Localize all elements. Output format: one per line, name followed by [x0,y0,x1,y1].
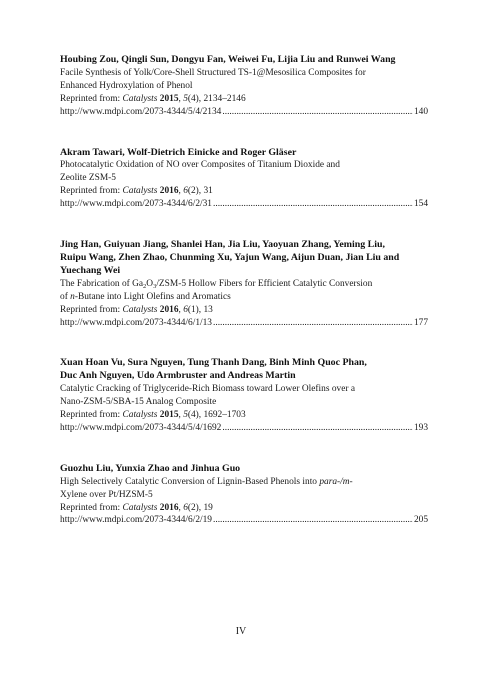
reprint-label: Reprinted from: [60,410,121,421]
title-subscript: 3 [153,282,157,290]
journal-issue-pages: (1), 13 [187,304,213,315]
entry-url-line [60,198,428,211]
title-text: O [146,278,154,289]
entry-authors: Houbing Zou, Qingli Sun, Dongyu Fan, Weiwei Fu, Lijia Liu and Runwei Wang [60,54,396,65]
entry-page-number: 177 [413,317,428,328]
entry-url-line [60,422,428,435]
entry-url-link[interactable]: http://www.mdpi.com/2073-4344/5/4/2134 [60,106,222,117]
entry-title-line [60,291,428,304]
entry-citation: Reprinted from: Catalysts 2016, 6(2), 19 [60,502,213,513]
reprint-label: Reprinted from: [60,502,121,513]
journal-name: Catalysts [122,304,158,315]
entry-authors: Duc Anh Nguyen, Udo Armbruster and Andreas Martin [60,370,296,382]
toc-entry [60,147,428,212]
entry-page-number: 205 [413,515,428,526]
journal-year: 2016 [159,502,179,513]
entry-url-link[interactable]: http://www.mdpi.com/2073-4344/6/2/19 [60,515,212,526]
entry-citation: Reprinted from: Catalysts 2015, 5(4), 1692–1703 [60,410,246,421]
journal-issue-pages: (4), 1692–1703 [187,410,246,421]
title-subscript: 2 [143,282,147,290]
entry-authors: Ruipu Wang, Zhen Zhao, Chunming Xu, Yajun Wang, Aijun Duan, Jian Liu and [60,251,400,263]
dot-leader [222,422,413,435]
entry-citation: Reprinted from: Catalysts 2016, 6(1), 13 [60,304,213,315]
journal-year: 2015 [159,410,179,421]
entry-authors: Jing Han, Guiyuan Jiang, Shanlei Han, Jia Liu, Yaoyuan Zhang, Yeming Liu, [60,239,385,251]
journal-year: 2016 [159,304,179,315]
entry-page-number: 193 [413,422,428,433]
entry-authors: Akram Tawari, Wolf-Dietrich Einicke and Roger Gläser [60,146,297,158]
entry-authors: Xuan Hoan Vu, Sura Nguyen, Tung Thanh Dang, Binh Minh Quoc Phan, [60,357,367,369]
entry-title-line: Nano-ZSM-5/SBA-15 Analog Composite [60,397,217,408]
journal-name: Catalysts [122,93,158,104]
table-of-contents [60,54,428,527]
journal-name: Catalysts [122,186,158,197]
entry-url-link[interactable]: http://www.mdpi.com/2073-4344/5/4/1692 [60,422,222,433]
entry-page-number: 140 [413,106,428,117]
entry-title-line: Facile Synthesis of Yolk/Core-Shell Structured TS-1@Mesosilica Composites for [60,67,366,78]
dot-leader [213,198,413,211]
title-text: /ZSM-5 Hollow Fibers for Efficient Catalytic Conversion [156,278,373,289]
dot-leader [213,514,413,527]
entry-title-line [60,278,428,291]
title-italic-text: para-/m- [319,476,353,487]
toc-entry [60,357,428,434]
toc-entry [60,54,428,119]
reprint-label: Reprinted from: [60,93,121,104]
journal-volume: 6 [183,186,188,197]
journal-year: 2015 [159,93,179,104]
reprint-label: Reprinted from: [60,304,121,315]
title-text: of [60,291,71,302]
entry-authors: Yuechang Wei [60,264,121,276]
entry-title-line [60,476,428,489]
entry-title-line: Catalytic Cracking of Triglyceride-Rich Biomass toward Lower Olefins over a [60,384,355,395]
entry-citation: Reprinted from: Catalysts 2016, 6(2), 31 [60,186,213,197]
toc-entry [60,463,428,528]
journal-volume: 6 [183,304,188,315]
entry-citation: Reprinted from: Catalysts 2015, 5(4), 2134–2146 [60,93,246,104]
page-folio: IV [235,626,247,637]
entry-title-line: Enhanced Hydroxylation of Phenol [60,80,193,91]
entry-url-line [60,106,428,119]
entry-url-line [60,317,428,330]
journal-issue-pages: (4), 2134–2146 [187,93,246,104]
journal-name: Catalysts [122,502,158,513]
entry-title-line: Zeolite ZSM-5 [60,173,116,184]
journal-year: 2016 [159,186,179,197]
entry-title-line: Xylene over Pt/HZSM-5 [60,489,153,500]
journal-volume: 5 [183,410,188,421]
journal-issue-pages: (2), 19 [187,502,213,513]
journal-issue-pages: (2), 31 [187,186,213,197]
title-text: -Butane into Light Olefins and Aromatics [74,291,231,302]
entry-url-link[interactable]: http://www.mdpi.com/2073-4344/6/2/31 [60,199,212,210]
title-italic-text: n [70,291,75,302]
title-text: The Fabrication of Ga [60,278,144,289]
title-text: High Selectively Catalytic Conversion of Lignin-Based Phenols into [60,476,320,487]
dot-leader [222,106,413,119]
journal-name: Catalysts [122,410,158,421]
reprint-label: Reprinted from: [60,186,121,197]
entry-url-line [60,514,428,527]
journal-volume: 6 [183,502,188,513]
toc-entry [60,239,428,329]
entry-title-line: Photocatalytic Oxidation of NO over Composites of Titanium Dioxide and [60,160,340,171]
journal-volume: 5 [183,93,188,104]
entry-page-number: 154 [413,199,428,210]
dot-leader [213,317,413,330]
entry-url-link[interactable]: http://www.mdpi.com/2073-4344/6/1/13 [60,317,212,328]
entry-authors: Guozhu Liu, Yunxia Zhao and Jinhua Guo [60,462,241,474]
